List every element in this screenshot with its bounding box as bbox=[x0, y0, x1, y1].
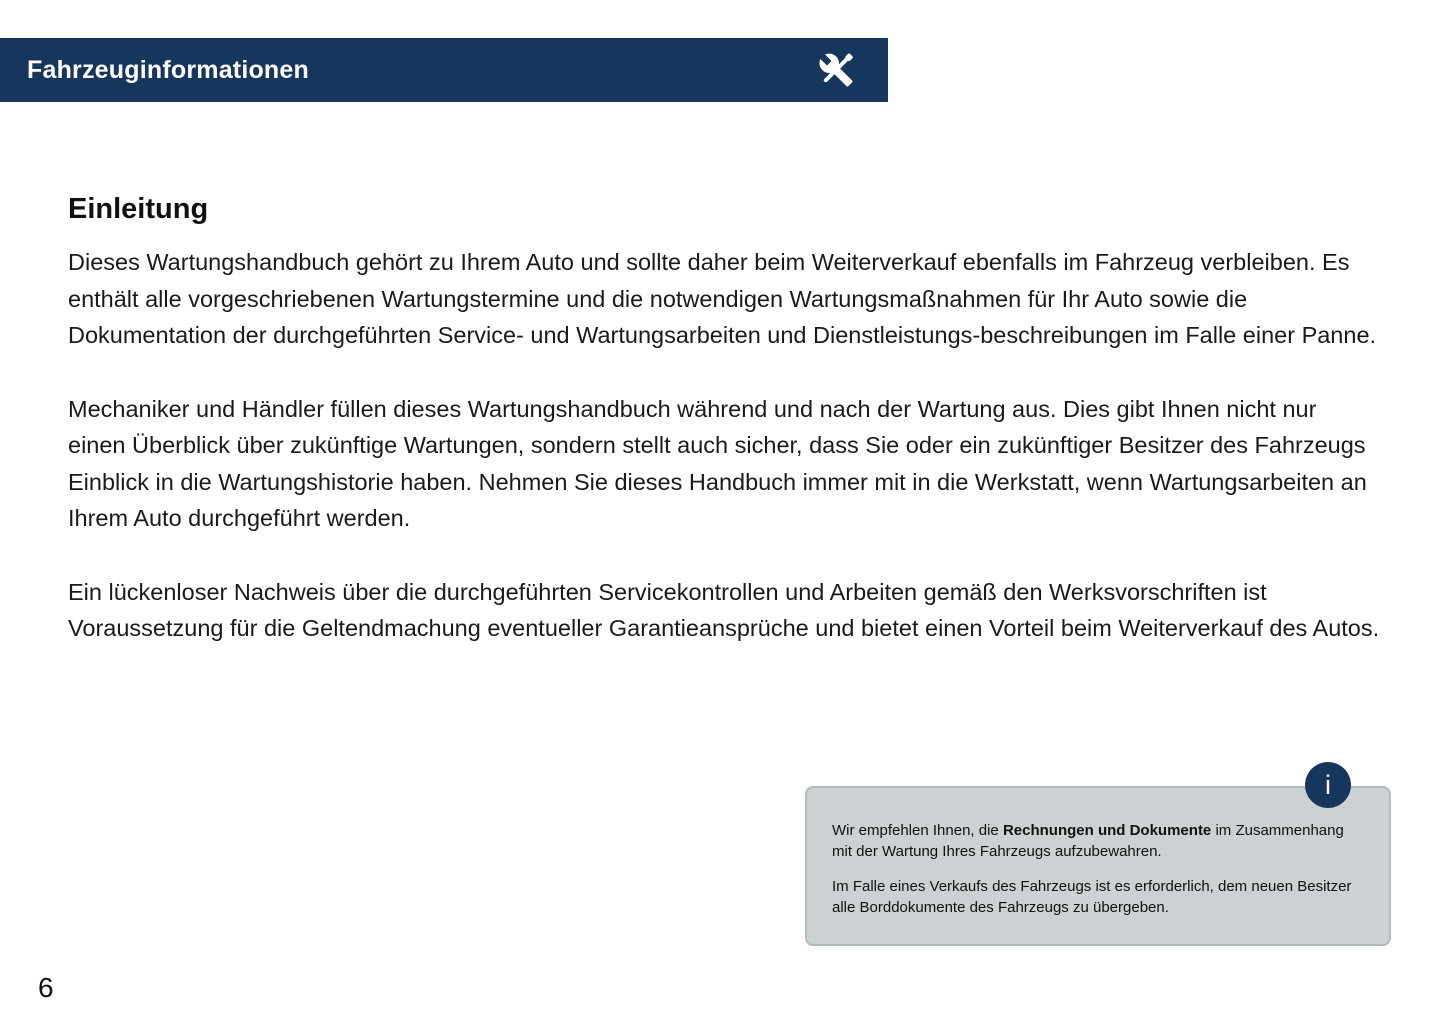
header-bar bbox=[0, 38, 888, 102]
info-icon-letter: i bbox=[1325, 769, 1331, 800]
body-paragraph-2: Mechaniker und Händler füllen dieses Wartungshandbuch während und nach der Wartung aus. Dies gibt Ihnen nicht nur einen Überblick über zukünftige Wartungen, sondern stellt auch sicher, dass Sie oder ein zukünftiger Besitzer des Fahrzeugs Einblick in die Wartungshistorie haben. Nehmen Sie dieses Handbuch immer mit in die Werkstatt, wenn Wartungsarbeiten an Ihrem Auto durchgeführt werden. bbox=[68, 395, 1367, 531]
body-paragraph-3: Ein lückenloser Nachweis über die durchgeführten Servicekontrollen und Arbeiten gemäß den Werksvorschriften ist Voraussetzung für die Geltendmachung eventueller Garantieansprüche und bietet einen Vorteil beim Weiterverkauf des Autos. bbox=[68, 578, 1380, 641]
body-paragraph-1: Dieses Wartungshandbuch gehört zu Ihrem Auto und sollte daher beim Weiterverkauf ebenfalls im Fahrzeug verbleiben. Es enthält alle vorgeschriebenen Wartungstermine und die notwendigen Wartungsmaßnahmen für Ihr Auto sowie die Dokumentation der durchgeführten Service- und Wartungsarbeiten und Dienstleistungs-beschreibungen im Falle einer Panne. bbox=[68, 249, 1377, 348]
main-content bbox=[68, 193, 1380, 647]
info-box bbox=[805, 786, 1391, 946]
info-paragraph-1 bbox=[832, 820, 1361, 862]
tools-icon bbox=[814, 51, 858, 89]
info-paragraph-1-suffix: im Zusammenhang mit der Wartung Ihres Fahrzeugs aufzubewahren. bbox=[832, 822, 1344, 860]
info-icon bbox=[1305, 762, 1351, 808]
info-paragraph-1-bold: Rechnungen und Dokumente bbox=[1002, 822, 1212, 839]
info-paragraph-1-prefix: Wir empfehlen Ihnen, die bbox=[832, 822, 1003, 839]
page-title: Fahrzeuginformationen bbox=[27, 55, 309, 84]
page-number: 6 bbox=[38, 972, 54, 1003]
section-heading: Einleitung bbox=[68, 193, 209, 225]
info-paragraph-2: Im Falle eines Verkaufs des Fahrzeugs ist es erforderlich, dem neuen Besitzer alle Borddokumente des Fahrzeugs zu übergeben. bbox=[832, 878, 1352, 916]
